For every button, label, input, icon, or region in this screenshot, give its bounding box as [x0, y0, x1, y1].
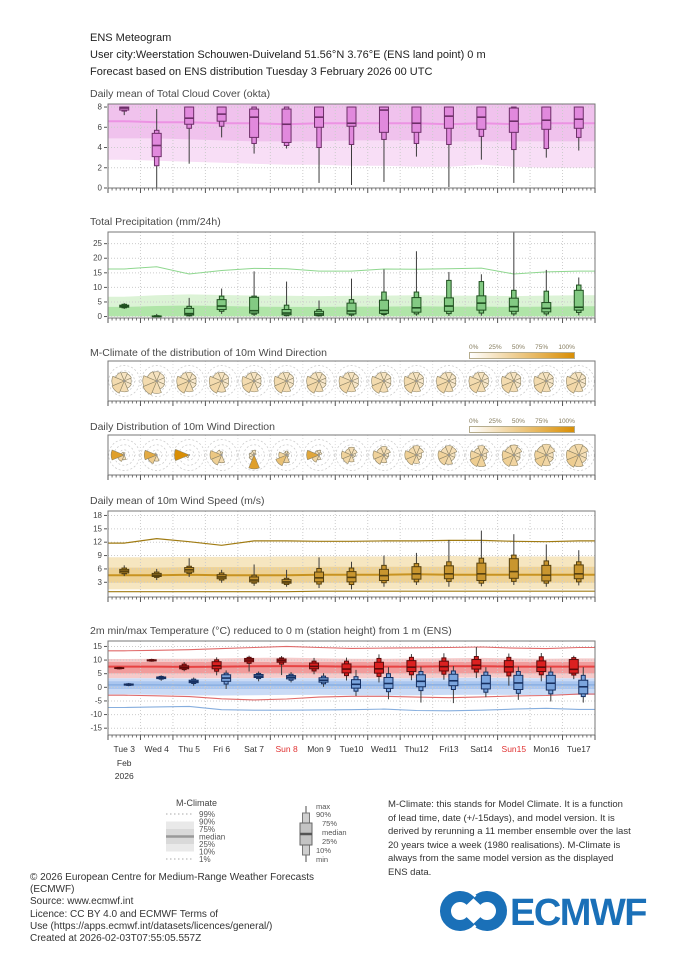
wind-direction-mclimate-scale-legend [469, 344, 575, 359]
color-scale-bar [469, 426, 575, 433]
scale-tick: 100% [558, 418, 575, 426]
svg-text:max: max [316, 802, 331, 812]
scale-tick: 25% [488, 418, 502, 426]
svg-text:75%: 75% [199, 825, 216, 835]
svg-text:Wed11: Wed11 [370, 744, 398, 755]
mclimate-legend-diagram [162, 808, 290, 875]
svg-text:Thu12: Thu12 [404, 744, 429, 755]
copyright-line: © 2026 European Centre for Medium-Range Weather Forecasts [30, 872, 314, 883]
precipitation-chart [78, 228, 700, 335]
svg-text:18: 18 [93, 511, 102, 521]
ens-legend [294, 798, 378, 879]
svg-text:75%: 75% [322, 819, 338, 829]
svg-text:Thu 5: Thu 5 [178, 744, 201, 755]
wind-speed-section [78, 492, 700, 614]
wind-direction-mclimate-title: M-Climate of the distribution of 10m Wind Direction [90, 347, 327, 360]
charts-container [78, 85, 700, 788]
wind-direction-mclimate-section [78, 344, 700, 412]
svg-text:-10: -10 [90, 710, 102, 720]
svg-text:Tue 3: Tue 3 [113, 744, 135, 755]
svg-text:9: 9 [97, 551, 102, 561]
cloud-cover-title: Daily mean of Total Cloud Cover (okta) [90, 88, 271, 101]
svg-text:Sun15: Sun15 [501, 744, 527, 755]
legend-block [162, 798, 700, 879]
scale-tick: 0% [469, 418, 479, 426]
svg-text:15: 15 [93, 642, 102, 652]
svg-text:Wed 4: Wed 4 [144, 744, 169, 755]
forecast-line: Forecast based on ENS distribution Tuesday 3 February 2026 00 UTC [90, 66, 433, 79]
color-scale-bar [469, 352, 575, 359]
wind-direction-mclimate-row [78, 359, 700, 412]
svg-text:25%: 25% [199, 840, 216, 850]
svg-text:25: 25 [93, 239, 102, 249]
scale-tick: 100% [558, 344, 575, 352]
svg-text:3: 3 [97, 577, 102, 587]
svg-text:12: 12 [93, 537, 102, 547]
scale-tick: 0% [469, 344, 479, 352]
svg-text:Tue17: Tue17 [566, 744, 591, 755]
precipitation-title: Total Precipitation (mm/24h) [90, 216, 221, 229]
licence-line: Licence: CC BY 4.0 and ECMWF Terms of [30, 908, 219, 920]
copyright-line2: (ECMWF) [30, 884, 75, 896]
svg-text:-5: -5 [94, 696, 102, 706]
svg-text:15: 15 [93, 268, 102, 278]
svg-text:8: 8 [97, 102, 102, 112]
svg-text:5: 5 [97, 297, 102, 307]
svg-text:4: 4 [97, 143, 102, 153]
wind-direction-daily-row [78, 433, 700, 486]
cloud-cover-chart [78, 100, 700, 205]
svg-text:median: median [199, 832, 226, 842]
svg-text:2: 2 [97, 163, 102, 173]
mclimate-legend-title: M-Climate [176, 798, 218, 809]
svg-text:25%: 25% [322, 837, 338, 847]
svg-text:6: 6 [97, 564, 102, 574]
svg-text:6: 6 [97, 122, 102, 132]
created-at-line: Created at 2026-02-03T07:55:05.557Z [30, 932, 202, 944]
scale-tick: 75% [535, 418, 549, 426]
wind-direction-daily-title: Daily Distribution of 10m Wind Direction [90, 421, 275, 434]
svg-text:90%: 90% [199, 817, 216, 827]
page-title: ENS Meteogram [90, 32, 172, 44]
wind-direction-daily-section [78, 418, 700, 486]
scale-tick: 50% [511, 344, 525, 352]
svg-text:10: 10 [93, 655, 102, 665]
svg-text:15: 15 [93, 524, 102, 534]
svg-text:0: 0 [97, 183, 102, 193]
ens-legend-diagram [294, 800, 378, 873]
svg-text:Sat14: Sat14 [470, 744, 493, 755]
temperature-chart [78, 637, 700, 788]
footer [30, 872, 680, 945]
svg-text:0: 0 [97, 312, 102, 322]
svg-text:Fri 6: Fri 6 [213, 744, 231, 755]
svg-text:20: 20 [93, 253, 102, 263]
mclimate-description: M-Climate: this stands for Model Climate. It is a function of lead time, date (+/-15days), and model version. It is derived by rerunning a 11 member ensemble over the last 20 years twice a week (1980 realisations). M-Climate is always from the same model version as the displayed ENS data. [388, 799, 631, 878]
temperature-section [78, 622, 700, 788]
svg-text:1%: 1% [199, 855, 211, 865]
wind-speed-chart [78, 507, 700, 614]
svg-text:10: 10 [93, 283, 102, 293]
svg-text:Fri13: Fri13 [439, 744, 459, 755]
scale-tick: 50% [511, 418, 525, 426]
svg-text:Mon16: Mon16 [533, 744, 560, 755]
svg-text:99%: 99% [199, 810, 216, 820]
licence-url-line: Use (https://apps.ecmwf.int/datasets/licences/general/) [30, 920, 273, 932]
cloud-cover-section [78, 85, 700, 205]
svg-text:Sat 7: Sat 7 [244, 744, 265, 755]
wind-direction-daily-scale-legend [469, 418, 575, 433]
svg-text:ECMWF: ECMWF [510, 892, 647, 934]
svg-text:Mon 9: Mon 9 [307, 744, 331, 755]
svg-text:Tue10: Tue10 [339, 744, 364, 755]
svg-text:10%: 10% [316, 846, 332, 856]
svg-text:Feb: Feb [116, 758, 132, 769]
svg-text:Sun 8: Sun 8 [275, 744, 298, 755]
svg-text:-15: -15 [90, 723, 102, 733]
scale-tick: 25% [488, 344, 502, 352]
ecmwf-logo [440, 886, 680, 940]
location-line: User city:Weerstation Schouwen-Duiveland 51.56°N 3.76°E (ENS land point) 0 m [90, 49, 486, 62]
wind-speed-title: Daily mean of 10m Wind Speed (m/s) [90, 495, 265, 508]
svg-text:2026: 2026 [114, 771, 134, 782]
precipitation-section [78, 213, 700, 335]
header [0, 0, 700, 81]
svg-text:5: 5 [97, 669, 102, 679]
svg-text:0: 0 [97, 682, 102, 692]
svg-text:median: median [322, 828, 347, 838]
source-line: Source: www.ecmwf.int [30, 896, 134, 908]
scale-tick: 75% [535, 344, 549, 352]
mclimate-legend [162, 798, 290, 879]
svg-text:90%: 90% [316, 810, 332, 820]
svg-text:10%: 10% [199, 847, 216, 857]
temperature-title: 2m min/max Temperature (°C) reduced to 0 m (station height) from 1 m (ENS) [90, 625, 452, 638]
svg-text:min: min [316, 855, 329, 865]
